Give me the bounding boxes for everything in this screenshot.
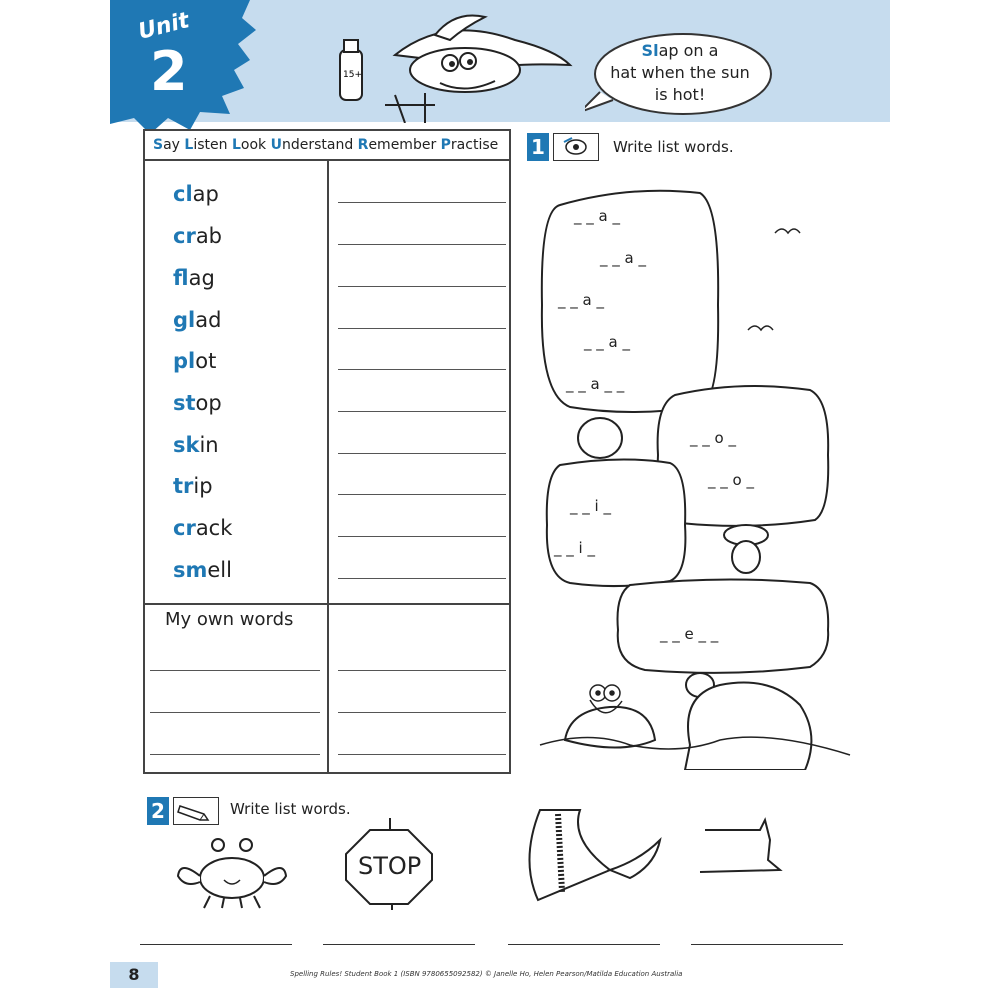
svg-text:15+: 15+ xyxy=(343,70,362,80)
activity-2-pictures xyxy=(140,800,870,910)
list-word: crack xyxy=(173,516,233,540)
rock-clue: _ _ o _ xyxy=(690,429,736,447)
speech-line-3: is hot! xyxy=(654,85,706,104)
eye-icon xyxy=(553,133,599,161)
writing-line[interactable] xyxy=(338,244,506,245)
character-illustration xyxy=(325,5,575,123)
writing-line[interactable] xyxy=(140,944,292,945)
writing-line[interactable] xyxy=(338,536,506,537)
writing-line[interactable] xyxy=(338,712,506,713)
page-number: 8 xyxy=(110,962,158,988)
speech-text xyxy=(595,40,765,106)
stop-sign-text: STOP xyxy=(358,852,422,880)
writing-line[interactable] xyxy=(508,944,660,945)
rock-clue: _ _ o _ xyxy=(708,471,754,489)
writing-line[interactable] xyxy=(150,670,320,671)
list-word: smell xyxy=(173,558,232,582)
list-word: stop xyxy=(173,391,222,415)
writing-line[interactable] xyxy=(323,944,475,945)
speech-line-2: hat when the sun xyxy=(610,63,750,82)
list-word: plot xyxy=(173,349,217,373)
rock-clue: _ _ i _ xyxy=(554,539,595,557)
rock-clue: _ _ a _ xyxy=(600,249,646,267)
writing-line[interactable] xyxy=(338,670,506,671)
list-word: glad xyxy=(173,308,222,332)
writing-line[interactable] xyxy=(338,369,506,370)
list-word: flag xyxy=(173,266,215,290)
row-divider xyxy=(143,603,511,605)
rock-clue: _ _ a _ xyxy=(584,333,630,351)
writing-line[interactable] xyxy=(338,453,506,454)
activity-1-instruction: Write list words. xyxy=(613,138,734,156)
writing-line[interactable] xyxy=(338,286,506,287)
rock-clue: _ _ e _ _ xyxy=(660,625,719,643)
column-divider xyxy=(327,161,329,774)
writing-line[interactable] xyxy=(338,578,506,579)
list-word: crab xyxy=(173,224,223,248)
speech-line-1: ap on a xyxy=(658,41,719,60)
writing-line[interactable] xyxy=(338,202,506,203)
activity-1-badge: 1 xyxy=(527,133,549,161)
rock-clue: _ _ i _ xyxy=(570,497,611,515)
activity-2-badge: 2 xyxy=(147,797,169,825)
rock-stack-illustration xyxy=(530,185,860,770)
unit-label: Unit xyxy=(135,8,192,45)
writing-line[interactable] xyxy=(338,328,506,329)
speech-blend: Sl xyxy=(641,41,659,60)
list-word: skin xyxy=(173,433,219,457)
writing-line[interactable] xyxy=(338,754,506,755)
writing-line[interactable] xyxy=(338,411,506,412)
unit-number: 2 xyxy=(150,40,188,103)
list-word: trip xyxy=(173,474,213,498)
footer-citation: Spelling Rules! Student Book 1 (ISBN 9780655092582) © Janelle Ho, Helen Pearson/Matilda Education Australia xyxy=(290,970,683,978)
writing-line[interactable] xyxy=(691,944,843,945)
list-header: Say Listen Look Understand Remember Practise xyxy=(143,129,511,161)
rock-clue: _ _ a _ _ xyxy=(566,375,625,393)
rock-clue: _ _ a _ xyxy=(558,291,604,309)
activity-2-instruction: Write list words. xyxy=(230,800,351,818)
writing-line[interactable] xyxy=(150,754,320,755)
writing-line[interactable] xyxy=(150,712,320,713)
writing-line[interactable] xyxy=(338,494,506,495)
own-words-label: My own words xyxy=(165,609,294,630)
list-word: clap xyxy=(173,182,219,206)
rock-clue: _ _ a _ xyxy=(574,207,620,225)
